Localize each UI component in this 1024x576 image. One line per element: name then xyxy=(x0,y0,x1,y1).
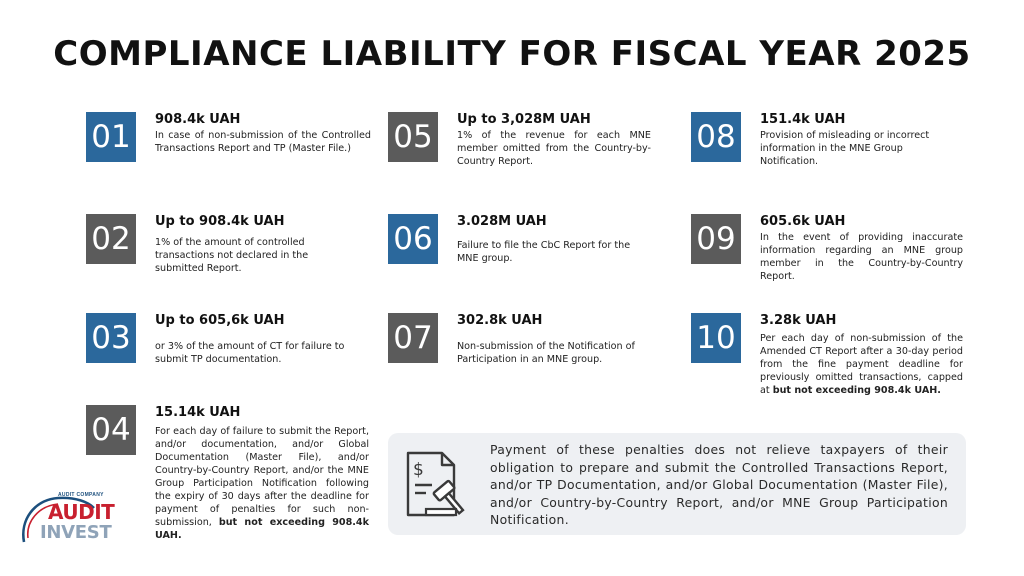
item-heading: 15.14k UAH xyxy=(155,405,241,420)
logo-tagline: AUDIT COMPANY xyxy=(58,492,104,498)
item-description xyxy=(155,425,369,542)
item-heading: 302.8k UAH xyxy=(457,313,543,328)
page-title: COMPLIANCE LIABILITY FOR FISCAL YEAR 2025 xyxy=(53,34,971,74)
item-description: 1% of the revenue for each MNE member omitted from the Country-by-Country Report. xyxy=(457,130,651,167)
item-heading: 151.4k UAH xyxy=(760,112,846,127)
item-heading: 3.28k UAH xyxy=(760,313,837,328)
item-number: 10 xyxy=(691,313,741,363)
item-description: Provision of misleading or incorrect information in the MNE Group Notification. xyxy=(760,130,930,167)
disclaimer-box xyxy=(388,433,966,535)
svg-text:$: $ xyxy=(413,460,424,480)
item-description: In the event of providing inaccurate information regarding an MNE group member in the Country-by-Country Report. xyxy=(760,232,963,282)
item-description: Failure to file the CbC Report for the MNE group. xyxy=(457,240,631,264)
item-description-cap: but not exceeding 908.4k UAH. xyxy=(155,517,369,541)
item-number: 04 xyxy=(86,405,136,455)
item-number: 09 xyxy=(691,214,741,264)
logo-invest: INVEST xyxy=(40,522,112,543)
item-description: or 3% of the amount of CT for failure to submit TP documentation. xyxy=(155,341,345,365)
company-logo xyxy=(18,492,128,548)
item-number: 07 xyxy=(388,313,438,363)
document-dollar-gavel-icon xyxy=(402,449,472,523)
item-description: In case of non-submission of the Controlled Transactions Report and TP (Master File.) xyxy=(155,130,371,154)
item-heading: 605.6k UAH xyxy=(760,214,846,229)
item-number: 08 xyxy=(691,112,741,162)
item-description-text: For each day of failure to submit the Report, and/or documentation, and/or Global Documentation (Master File), and/or Country-by-Country Report, and/or the MNE Group Participation Notification following the expiry of 30 days after the deadline for payment of penalties for such non-submission, xyxy=(155,426,369,528)
item-heading: Up to 605,6k UAH xyxy=(155,313,285,328)
item-number: 06 xyxy=(388,214,438,264)
item-number: 03 xyxy=(86,313,136,363)
item-description-text: Per each day of non-submission of the Amended CT Report after a 30-day period from the fine payment deadline for previously omitted transactions, capped at xyxy=(760,333,963,396)
logo-audit: AUDIT xyxy=(48,500,115,524)
item-heading: Up to 908.4k UAH xyxy=(155,214,285,229)
item-description xyxy=(760,332,963,397)
item-description-cap: but not exceeding 908.4k UAH. xyxy=(772,385,941,396)
item-description: 1% of the amount of controlled transactions not declared in the submitted Report. xyxy=(155,237,309,274)
item-number: 05 xyxy=(388,112,438,162)
item-number: 02 xyxy=(86,214,136,264)
disclaimer-text: Payment of these penalties does not relieve taxpayers of their obligation to prepare and submit the Controlled Transactions Report, and/or TP Documentation, and/or Global Documentation (Master File), and/or Country-by-Country Report, and/or MNE Group Participation Notification. xyxy=(490,442,948,528)
item-heading: Up to 3,028M UAH xyxy=(457,112,591,127)
item-heading: 908.4k UAH xyxy=(155,112,241,127)
item-heading: 3.028M UAH xyxy=(457,214,547,229)
item-number: 01 xyxy=(86,112,136,162)
item-description: Non-submission of the Notification of Participation in an MNE group. xyxy=(457,341,635,365)
